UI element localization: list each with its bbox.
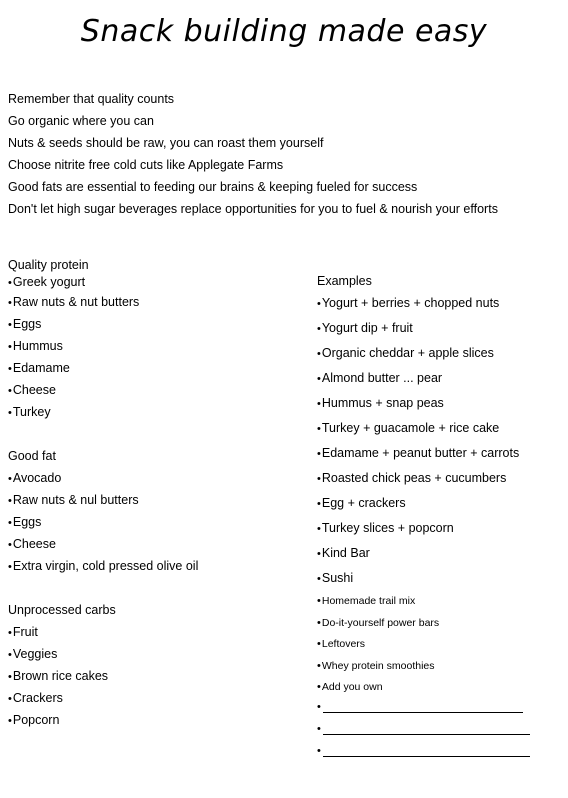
intro-line: Choose nitrite free cold cuts like Applegate Farms bbox=[8, 158, 284, 172]
list-item: •Raw nuts & nut butters bbox=[8, 295, 140, 309]
example-item: •Hummus + snap peas bbox=[317, 396, 444, 410]
list-item: •Avocado bbox=[8, 471, 62, 485]
blank-line: • bbox=[317, 743, 562, 765]
list-item: •Greek yogurt bbox=[8, 275, 86, 289]
fat-heading: Good fat bbox=[8, 449, 56, 463]
list-item: •Hummus bbox=[8, 339, 63, 353]
example-item: •Homemade trail mix bbox=[317, 595, 416, 607]
example-item: •Sushi bbox=[317, 571, 354, 585]
intro-line: Go organic where you can bbox=[8, 114, 154, 128]
intro-list bbox=[8, 88, 563, 220]
example-item: •Roasted chick peas + cucumbers bbox=[317, 471, 507, 485]
intro-line: Remember that quality counts bbox=[8, 92, 175, 106]
list-item: •Eggs bbox=[8, 317, 42, 331]
list-item: •Brown rice cakes bbox=[8, 669, 109, 683]
example-item: •Organic cheddar + apple slices bbox=[317, 346, 494, 360]
example-item: •Turkey + guacamole + rice cake bbox=[317, 421, 500, 435]
example-item: •Add you own bbox=[317, 681, 383, 693]
example-item: •Yogurt dip + fruit bbox=[317, 321, 413, 335]
example-item: •Egg + crackers bbox=[317, 496, 406, 510]
carbs-heading: Unprocessed carbs bbox=[8, 603, 116, 617]
list-item: •Fruit bbox=[8, 625, 38, 639]
example-item: •Turkey slices + popcorn bbox=[317, 521, 454, 535]
examples-heading: Examples bbox=[317, 274, 372, 288]
examples-column bbox=[317, 271, 562, 765]
list-item: •Extra virgin, cold pressed olive oil bbox=[8, 559, 199, 573]
example-item: •Edamame + peanut butter + carrots bbox=[317, 446, 520, 460]
blank-line: • bbox=[317, 699, 562, 721]
list-item: •Veggies bbox=[8, 647, 58, 661]
list-item: •Popcorn bbox=[8, 713, 60, 727]
intro-line: Don't let high sugar beverages replace opportunities for you to fuel & nourish your efforts bbox=[8, 202, 498, 216]
example-item: •Almond butter ... pear bbox=[317, 371, 443, 385]
example-item: •Whey protein smoothies bbox=[317, 659, 435, 672]
example-item: •Do-it-yourself power bars bbox=[317, 616, 440, 629]
list-item: •Cheese bbox=[8, 383, 56, 397]
page-title: Snack building made easy bbox=[80, 14, 488, 49]
example-item: •Yogurt + berries + chopped nuts bbox=[317, 296, 500, 310]
example-item: •Leftovers bbox=[317, 638, 366, 650]
intro-line: Good fats are essential to feeding our brains & keeping fueled for success bbox=[8, 180, 418, 194]
list-item: •Crackers bbox=[8, 691, 63, 705]
list-item: •Edamame bbox=[8, 361, 70, 375]
list-item: •Raw nuts & nul butters bbox=[8, 493, 139, 507]
protein-heading: Quality protein bbox=[8, 258, 89, 272]
list-item: •Turkey bbox=[8, 405, 51, 419]
food-groups-column bbox=[8, 257, 298, 731]
example-item: •Kind Bar bbox=[317, 546, 370, 560]
blank-line: • bbox=[317, 721, 562, 743]
intro-line: Nuts & seeds should be raw, you can roast them yourself bbox=[8, 136, 324, 150]
list-item: •Eggs bbox=[8, 515, 42, 529]
list-item: •Cheese bbox=[8, 537, 56, 551]
